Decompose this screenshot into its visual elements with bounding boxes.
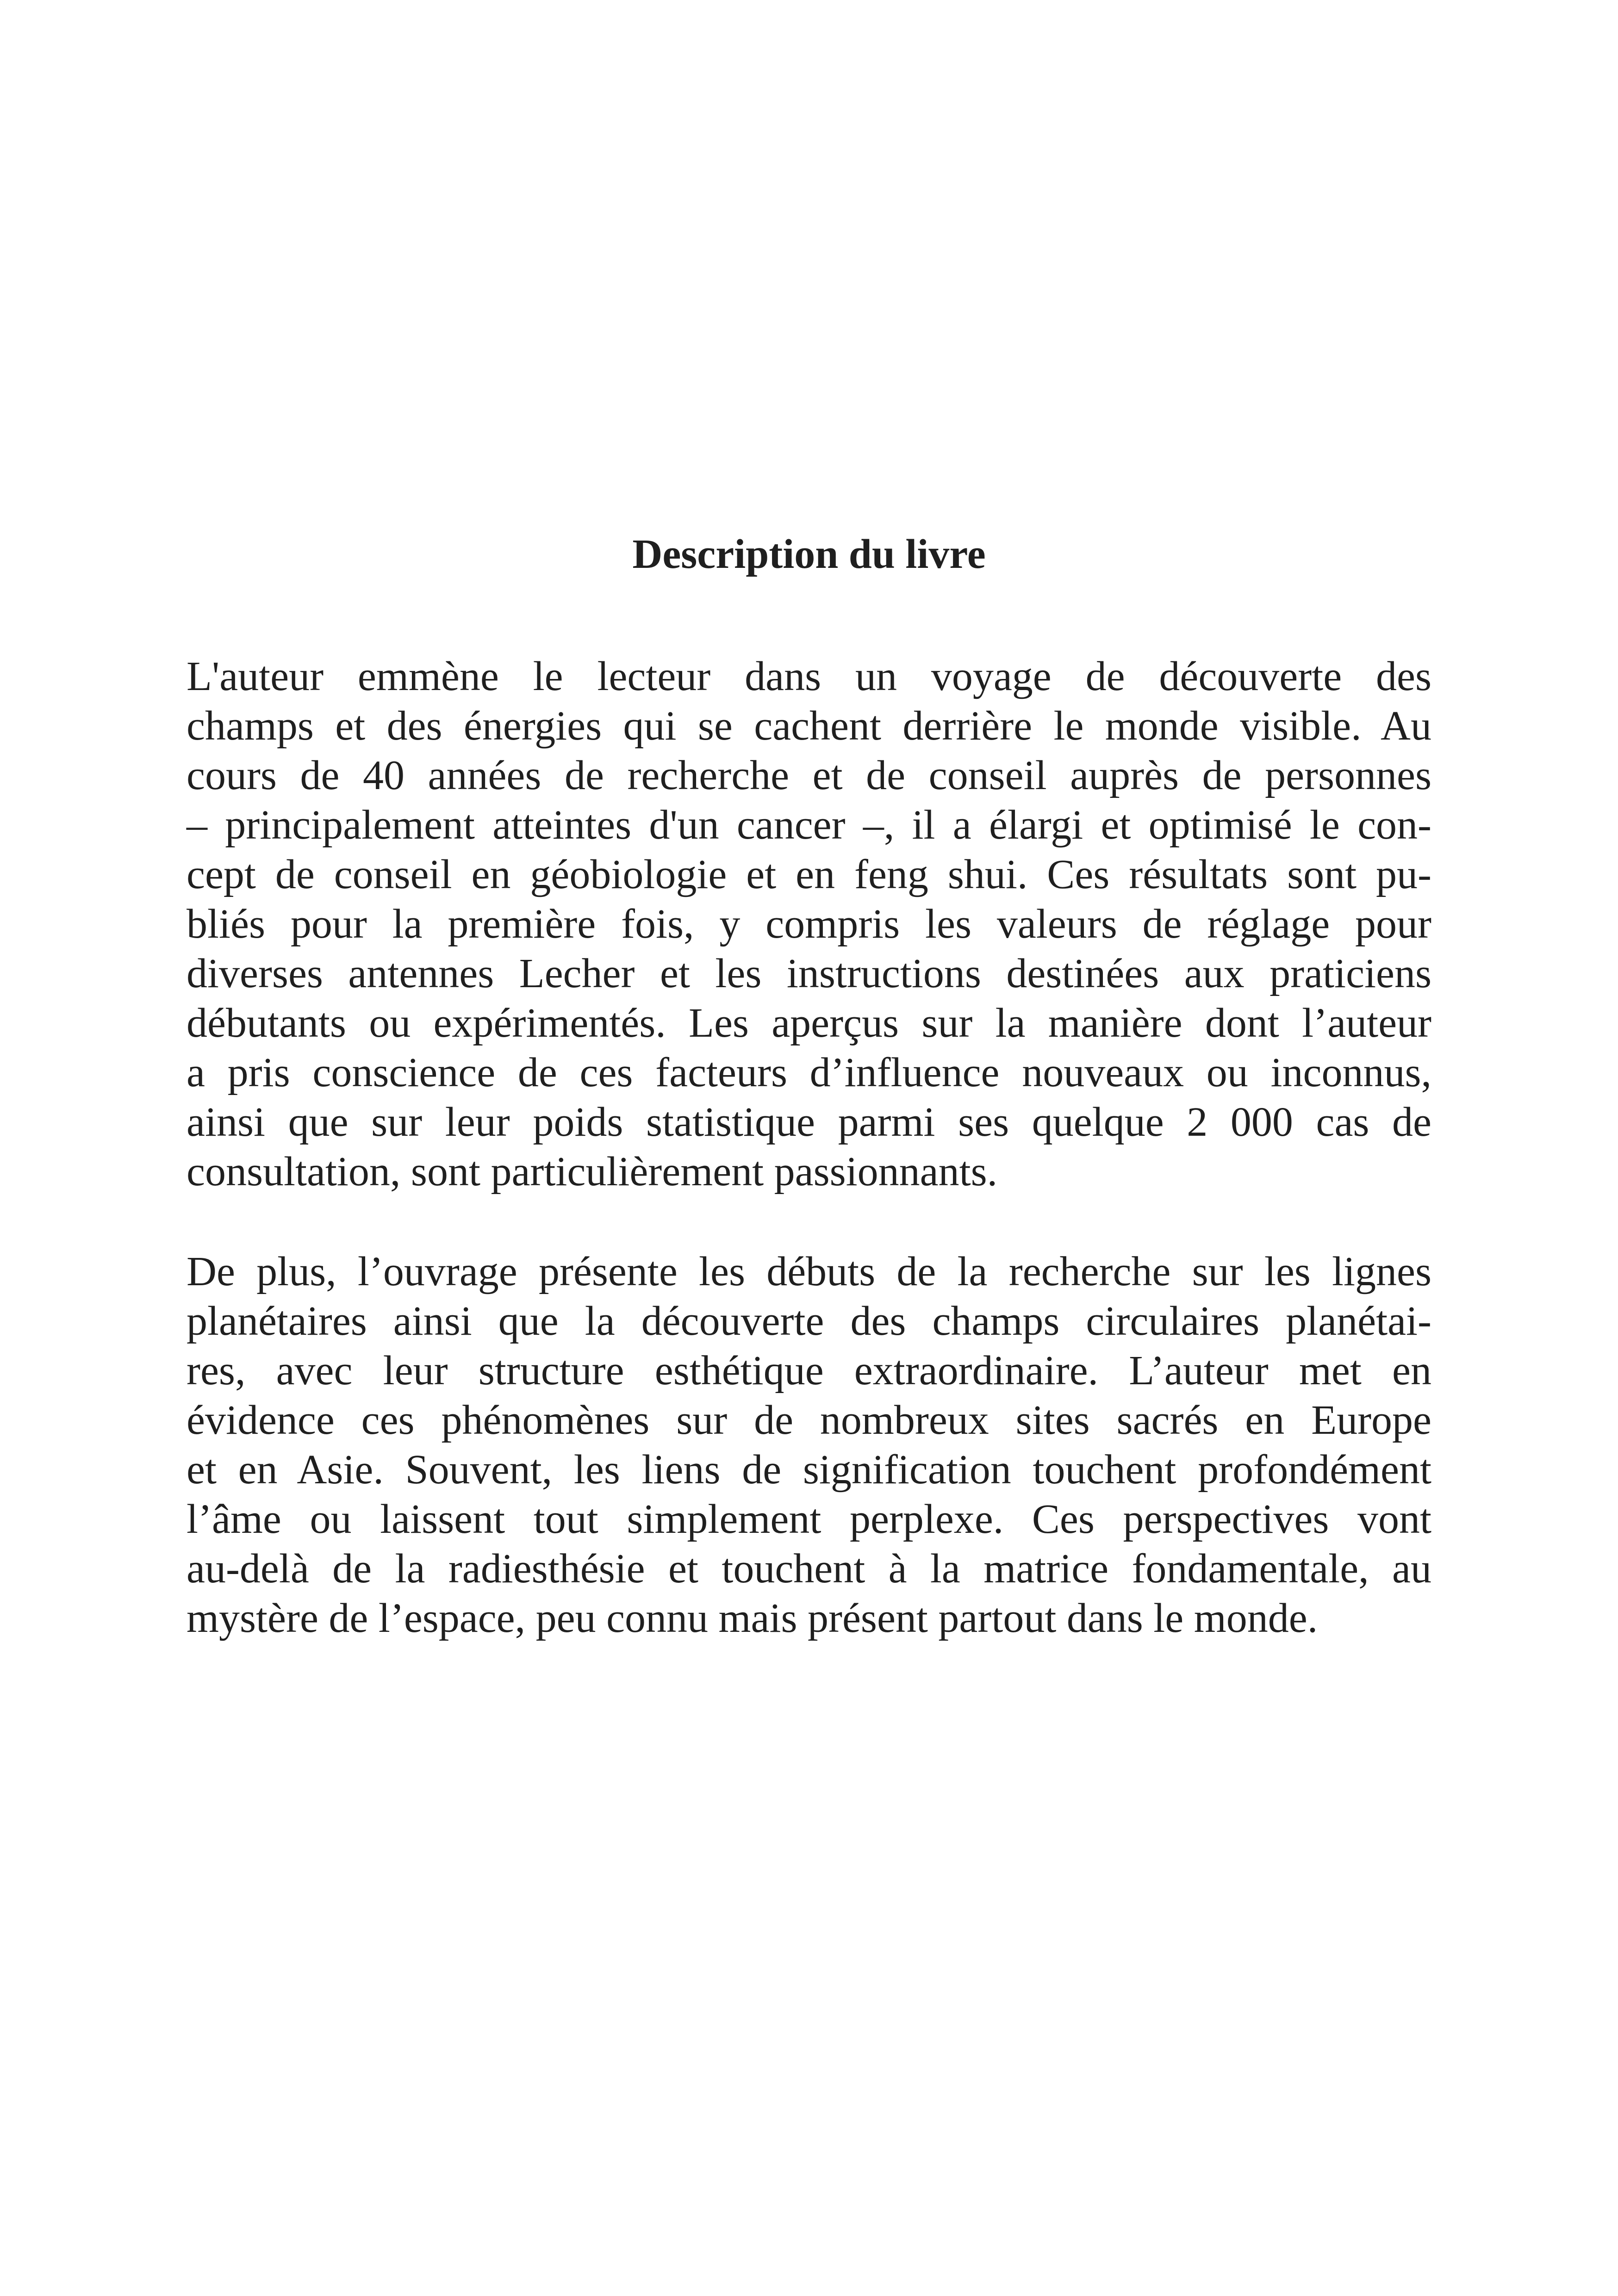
paragraph-2 bbox=[187, 1247, 1431, 1643]
text-line: au-delà de la radiesthésie et touchent à la matrice fondamentale, au bbox=[187, 1546, 1431, 1592]
text-line: diverses antennes Lecher et les instructions destinées aux praticiens bbox=[187, 951, 1431, 996]
text-line: a pris conscience de ces facteurs d’influence nouveaux ou inconnus, bbox=[187, 1050, 1431, 1095]
text-line: De plus, l’ouvrage présente les débuts de la recherche sur les lignes bbox=[187, 1249, 1431, 1294]
text-line: bliés pour la première fois, y compris les valeurs de réglage pour bbox=[187, 901, 1431, 947]
text-line: cours de 40 années de recherche et de conseil auprès de personnes bbox=[187, 753, 1431, 798]
text-line: évidence ces phénomènes sur de nombreux sites sacrés en Europe bbox=[187, 1397, 1431, 1443]
text-line: res, avec leur structure esthétique extraordinaire. L’auteur met en bbox=[187, 1348, 1431, 1394]
text-line: mystère de l’espace, peu connu mais présent partout dans le monde. bbox=[187, 1595, 1318, 1641]
book-description bbox=[187, 531, 1431, 1643]
text-line: l’âme ou laissent tout simplement perplexe. Ces perspectives vont bbox=[187, 1496, 1431, 1542]
text-line: ainsi que sur leur poids statistique parmi ses quelque 2 000 cas de bbox=[187, 1099, 1431, 1145]
text-line: planétaires ainsi que la découverte des champs circulaires planétai- bbox=[187, 1298, 1431, 1344]
text-line: L'auteur emmène le lecteur dans un voyage de découverte des bbox=[187, 653, 1431, 699]
text-line: – principalement atteintes d'un cancer –, il a élargi et optimisé le con- bbox=[187, 802, 1431, 848]
paragraph-1 bbox=[187, 652, 1431, 1196]
text-line: consultation, sont particulièrement passionnants. bbox=[187, 1149, 998, 1195]
text-line: champs et des énergies qui se cachent derrière le monde visible. Au bbox=[187, 703, 1431, 749]
page-title: Description du livre bbox=[632, 531, 986, 577]
text-line: et en Asie. Souvent, les liens de signification touchent profondément bbox=[187, 1447, 1431, 1493]
text-line: débutants ou expérimentés. Les aperçus sur la manière dont l’auteur bbox=[187, 1000, 1431, 1046]
text-line: cept de conseil en géobiologie et en feng shui. Ces résultats sont pu- bbox=[187, 852, 1431, 897]
